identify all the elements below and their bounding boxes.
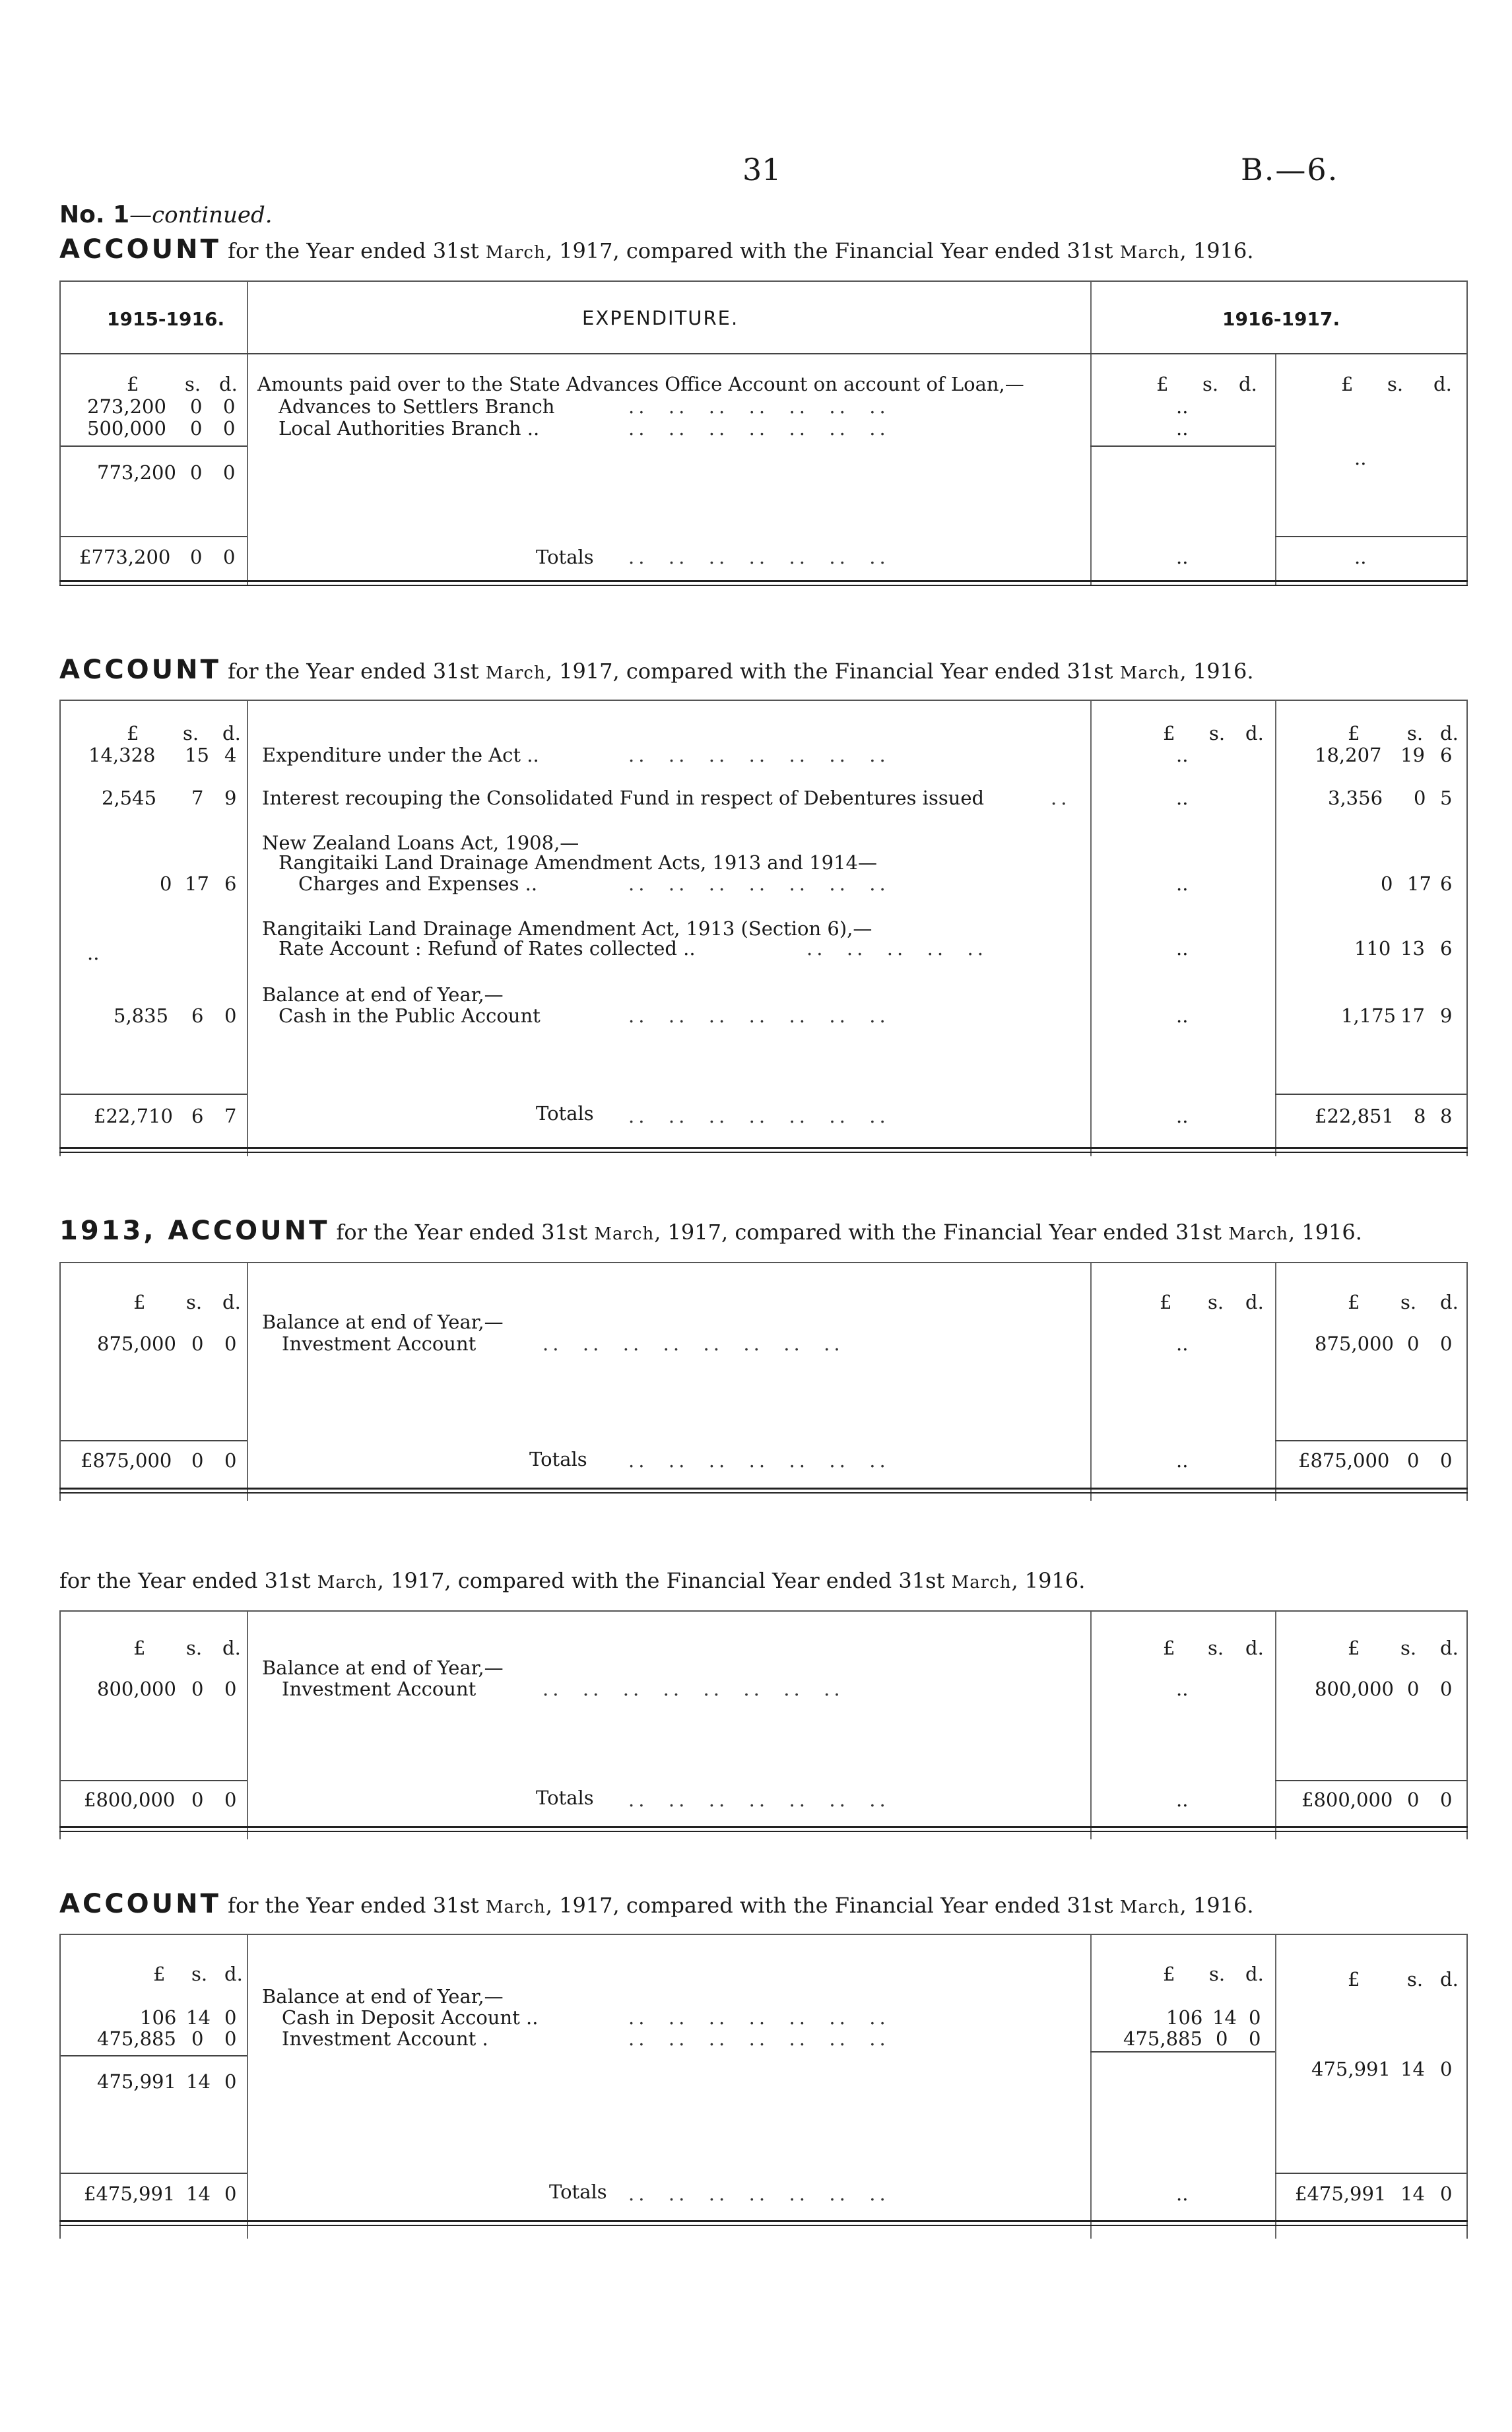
- caption-text: for the Year ended 31st: [329, 1220, 595, 1245]
- unit-shilling: s.: [1208, 1637, 1224, 1659]
- curr-mark: ..: [1176, 395, 1189, 418]
- caption-account-word: ACCOUNT: [59, 655, 221, 685]
- item-label: Balance at end of Year,—: [262, 983, 504, 1006]
- caption-text: , 1916.: [1179, 238, 1254, 263]
- leader-dots: .. .. .. .. .. .. ..: [628, 395, 890, 418]
- curr-value: 6: [1440, 937, 1453, 960]
- account-table-3: [59, 1262, 1468, 1501]
- curr-value: 475,991: [1311, 2058, 1391, 2080]
- item-label: Cash in Deposit Account ..: [282, 2006, 539, 2029]
- prev-value: 106: [140, 2006, 177, 2029]
- prev-total: 0: [224, 1789, 237, 1811]
- prev-value: 6: [224, 872, 237, 895]
- caption-month: March: [317, 1573, 378, 1593]
- prev-total: £875,000: [81, 1449, 172, 1472]
- prev-value: 0: [191, 1678, 204, 1700]
- item-label: Local Authorities Branch ..: [279, 417, 540, 440]
- curr-value: 110: [1354, 937, 1391, 960]
- curr-value: 0: [1440, 1332, 1453, 1355]
- curr-value: 17: [1407, 872, 1431, 895]
- section-suffix: —continued.: [129, 202, 273, 228]
- item-label: Cash in the Public Account: [279, 1004, 541, 1027]
- curr-total: £875,000: [1298, 1449, 1390, 1472]
- curr-value: 3,356: [1328, 787, 1383, 809]
- unit-pence: d.: [1245, 1291, 1264, 1313]
- prev-total: 0: [224, 2183, 237, 2205]
- prev-subtotal: 0: [223, 461, 236, 484]
- curr-value: 14: [1400, 2058, 1425, 2080]
- caption-text: , 1917, compared with the Financial Year ended 31st: [545, 1893, 1120, 1918]
- curr-total: 0: [1440, 1449, 1453, 1472]
- prev-total: 0: [224, 1449, 237, 1472]
- item-label: Investment Account .: [282, 2027, 488, 2050]
- item-label: Rate Account : Refund of Rates collected ..: [279, 937, 696, 960]
- unit-pence: d.: [1440, 1637, 1459, 1659]
- unit-pence: d.: [1440, 1968, 1459, 1990]
- mid-mark: ..: [1176, 872, 1189, 895]
- item-label: New Zealand Loans Act, 1908,—: [262, 832, 579, 854]
- curr-total: 0: [1440, 2183, 1453, 2205]
- prev-value: 0: [190, 417, 203, 440]
- prev-value: 14,328: [88, 744, 156, 766]
- unit-shilling: s.: [186, 1291, 203, 1313]
- caption-month: March: [594, 1224, 655, 1244]
- prev-value: 0: [191, 1332, 204, 1355]
- unit-pence: d.: [219, 373, 238, 395]
- unit-shilling: s.: [1202, 373, 1219, 395]
- curr-value: 5: [1440, 787, 1453, 809]
- unit-pound: £: [133, 1291, 146, 1313]
- prev-value: 9: [224, 787, 237, 809]
- unit-pound: £: [133, 1637, 146, 1659]
- leader-dots: ..: [1051, 787, 1071, 809]
- leader-dots: .. .. .. .. .. .. .. ..: [542, 1332, 844, 1355]
- mid-mark: ..: [1176, 1105, 1189, 1127]
- curr-mark: ..: [1354, 546, 1367, 568]
- leader-dots: .. .. .. .. .. .. ..: [628, 1105, 890, 1127]
- caption-text: , 1916.: [1179, 659, 1254, 684]
- prev-value: 0: [224, 1678, 237, 1700]
- prev-total: £800,000: [84, 1789, 176, 1811]
- caption-text: , 1917, compared with the Financial Year ended 31st: [545, 238, 1120, 263]
- curr-value: 6: [1440, 744, 1453, 766]
- leader-dots: .. .. .. .. ..: [806, 937, 987, 960]
- caption-text: for the Year ended 31st: [59, 1568, 317, 1593]
- prev-value: 273,200: [87, 395, 166, 418]
- unit-pence: d.: [1440, 1291, 1459, 1313]
- header-expenditure: EXPENDITURE.: [582, 307, 739, 329]
- caption-month: March: [485, 243, 546, 263]
- item-label: Rangitaiki Land Drainage Amendment Acts, 1913 and 1914—: [279, 851, 877, 874]
- document-reference: B.—6.: [1241, 152, 1339, 187]
- mid-mark: ..: [1176, 744, 1189, 766]
- item-label: Investment Account: [282, 1678, 477, 1700]
- mid-mark: ..: [1176, 1004, 1189, 1027]
- unit-pound: £: [127, 373, 139, 395]
- unit-pound: £: [1163, 1637, 1175, 1659]
- caption-text: , 1917, compared with the Financial Year ended 31st: [654, 1220, 1229, 1245]
- mid-mark: ..: [1176, 2183, 1189, 2205]
- unit-pence: d.: [222, 722, 241, 744]
- caption-text: , 1916.: [1011, 1568, 1086, 1593]
- curr-total: 0: [1407, 1789, 1420, 1811]
- prev-value: 5,835: [114, 1004, 169, 1027]
- mid-mark: ..: [1176, 1332, 1189, 1355]
- leader-dots: .. .. .. .. .. .. ..: [628, 2027, 890, 2050]
- caption-month: March: [1119, 663, 1180, 683]
- curr-value: 0: [1407, 1332, 1420, 1355]
- unit-pound: £: [1341, 373, 1354, 395]
- mid-mark: ..: [1176, 937, 1189, 960]
- curr-total: 8: [1414, 1105, 1426, 1127]
- prev-total: 6: [191, 1105, 204, 1127]
- curr-value: 1,175: [1341, 1004, 1397, 1027]
- account-table-5: [59, 1934, 1468, 2239]
- caption-text: for the Year ended 31st: [220, 1893, 486, 1918]
- prev-value: 0: [160, 872, 172, 895]
- unit-pound: £: [127, 722, 139, 744]
- account-table-4: [59, 1610, 1468, 1839]
- prev-subtotal: 14: [186, 2070, 211, 2093]
- caption-month: March: [1228, 1224, 1288, 1244]
- unit-shilling: s.: [183, 722, 199, 744]
- prev-subtotal: 475,991: [97, 2070, 176, 2093]
- item-label: Investment Account: [282, 1332, 477, 1355]
- unit-pence: d.: [1239, 373, 1257, 395]
- unit-shilling: s.: [185, 373, 201, 395]
- prev-value: 0: [224, 2027, 237, 2050]
- prev-value: 7: [191, 787, 204, 809]
- totals-label: Totals: [549, 2181, 607, 2203]
- leader-dots: .. .. .. .. .. .. ..: [628, 546, 890, 568]
- leader-dots: .. .. .. .. .. .. ..: [628, 1449, 890, 1472]
- mid-mark: ..: [1176, 1789, 1189, 1811]
- prev-value: 475,885: [97, 2027, 176, 2050]
- prev-total: 7: [224, 1105, 237, 1127]
- curr-value: 0: [1407, 1678, 1420, 1700]
- prev-value: 0: [191, 2027, 204, 2050]
- curr-total: 0: [1440, 1789, 1453, 1811]
- item-label: Advances to Settlers Branch: [279, 395, 555, 418]
- caption-text: , 1917, compared with the Financial Year ended 31st: [545, 659, 1120, 684]
- leader-dots: .. .. .. .. .. .. ..: [628, 417, 890, 440]
- mid-value: 0: [1249, 2006, 1261, 2029]
- unit-shilling: s.: [1208, 1291, 1224, 1313]
- prev-value: 0: [224, 2006, 237, 2029]
- unit-pound: £: [1160, 1291, 1172, 1313]
- caption-month: March: [1119, 1897, 1180, 1917]
- curr-mark: ..: [1354, 447, 1367, 469]
- prev-value: 0: [224, 1004, 237, 1027]
- totals-label: Totals: [536, 1787, 594, 1809]
- curr-value: 0: [1440, 2058, 1453, 2080]
- unit-shilling: s.: [1407, 1968, 1424, 1990]
- item-label: Balance at end of Year,—: [262, 1985, 504, 2008]
- page-number: 31: [742, 152, 781, 187]
- caption-text: for the Year ended 31st: [220, 238, 486, 263]
- leader-dots: .. .. .. .. .. .. ..: [628, 1789, 890, 1811]
- prev-total: £773,200: [79, 546, 171, 568]
- curr-total: 0: [1407, 1449, 1420, 1472]
- prev-value: 4: [224, 744, 237, 766]
- mid-value: 475,885: [1123, 2027, 1202, 2050]
- caption-account-word: ACCOUNT: [59, 234, 221, 265]
- prev-value: 0: [223, 417, 236, 440]
- unit-shilling: s.: [1387, 373, 1404, 395]
- prev-value: ..: [87, 942, 100, 964]
- curr-value: 875,000: [1315, 1332, 1394, 1355]
- account-table-2: [59, 700, 1468, 1156]
- caption-1: [59, 234, 1254, 265]
- item-label: Amounts paid over to the State Advances Office Account on account of Loan,—: [257, 373, 1024, 395]
- curr-value: 17: [1400, 1004, 1425, 1027]
- caption-text: , 1917, compared with the Financial Year ended 31st: [377, 1568, 952, 1593]
- leader-dots: .. .. .. .. .. .. ..: [628, 1004, 890, 1027]
- curr-value: 6: [1440, 872, 1453, 895]
- account-table-1: [59, 280, 1468, 585]
- prev-subtotal: 773,200: [97, 461, 176, 484]
- mid-value: 106: [1166, 2006, 1203, 2029]
- leader-dots: .. .. .. .. .. .. ..: [628, 872, 890, 895]
- prev-total: 0: [191, 1449, 204, 1472]
- unit-pound: £: [1156, 373, 1169, 395]
- prev-total: 14: [186, 2183, 211, 2205]
- caption-3: [59, 1216, 1362, 1246]
- caption-account-word: ACCOUNT: [59, 1889, 221, 1919]
- item-label: Rangitaiki Land Drainage Amendment Act, 1913 (Section 6),—: [262, 917, 872, 940]
- leader-dots: .. .. .. .. .. .. .. ..: [542, 1678, 844, 1700]
- prev-value: 0: [223, 395, 236, 418]
- mid-value: 0: [1249, 2027, 1261, 2050]
- leader-dots: .. .. .. .. .. .. ..: [628, 2183, 890, 2205]
- curr-value: 800,000: [1315, 1678, 1394, 1700]
- prev-value: 2,545: [102, 787, 157, 809]
- unit-pound: £: [153, 1963, 166, 1985]
- caption-prefix: 1913,: [59, 1216, 168, 1246]
- unit-pence: d.: [1440, 722, 1459, 744]
- mid-mark: ..: [1176, 1449, 1189, 1472]
- leader-dots: .. .. .. .. .. .. ..: [628, 744, 890, 766]
- caption-month: March: [1119, 243, 1180, 263]
- unit-shilling: s.: [1400, 1291, 1417, 1313]
- caption-text: , 1916.: [1288, 1220, 1362, 1245]
- unit-pence: d.: [1245, 1637, 1264, 1659]
- curr-value: 18,207: [1315, 744, 1382, 766]
- prev-total: 0: [191, 1789, 204, 1811]
- unit-pence: d.: [222, 1291, 241, 1313]
- prev-total: 0: [190, 546, 203, 568]
- unit-shilling: s.: [1209, 722, 1226, 744]
- totals-label: Totals: [529, 1448, 587, 1470]
- mid-value: 14: [1212, 2006, 1237, 2029]
- section-label: [59, 201, 273, 228]
- prev-value: 500,000: [87, 417, 166, 440]
- unit-pence: d.: [224, 1963, 243, 1985]
- unit-pence: d.: [1433, 373, 1452, 395]
- prev-subtotal: 0: [224, 2070, 237, 2093]
- curr-value: 19: [1400, 744, 1425, 766]
- totals-label: Totals: [536, 546, 594, 568]
- totals-label: Totals: [536, 1102, 594, 1125]
- unit-pence: d.: [1245, 1963, 1264, 1985]
- curr-value: 13: [1400, 937, 1425, 960]
- unit-pound: £: [1163, 722, 1175, 744]
- caption-5: [59, 1889, 1254, 1919]
- curr-total: £475,991: [1295, 2183, 1387, 2205]
- item-label: Balance at end of Year,—: [262, 1657, 504, 1679]
- section-number: No. 1: [59, 201, 130, 228]
- header-prev-year: 1915-1916.: [107, 308, 225, 330]
- curr-value: 0: [1440, 1678, 1453, 1700]
- unit-shilling: s.: [191, 1963, 208, 1985]
- prev-value: 0: [224, 1332, 237, 1355]
- prev-value: 6: [191, 1004, 204, 1027]
- curr-value: 0: [1381, 872, 1393, 895]
- item-label: Balance at end of Year,—: [262, 1311, 504, 1333]
- curr-value: 0: [1414, 787, 1426, 809]
- caption-month: March: [951, 1573, 1012, 1593]
- leader-dots: .. .. .. .. .. .. ..: [628, 2006, 890, 2029]
- mid-mark: ..: [1176, 1678, 1189, 1700]
- unit-pence: d.: [222, 1637, 241, 1659]
- unit-pound: £: [1348, 1637, 1360, 1659]
- unit-shilling: s.: [1209, 1963, 1226, 1985]
- mid-value: 0: [1216, 2027, 1228, 2050]
- caption-2: [59, 655, 1254, 685]
- caption-month: March: [485, 1897, 546, 1917]
- prev-total: 0: [223, 546, 236, 568]
- header-curr-year: 1916-1917.: [1222, 308, 1340, 330]
- unit-shilling: s.: [186, 1637, 203, 1659]
- prev-total: £475,991: [84, 2183, 176, 2205]
- prev-subtotal: 0: [190, 461, 203, 484]
- curr-value: 9: [1440, 1004, 1453, 1027]
- caption-account-word: ACCOUNT: [168, 1216, 330, 1246]
- prev-value: 15: [185, 744, 209, 766]
- prev-value: 800,000: [97, 1678, 176, 1700]
- curr-mark: ..: [1176, 417, 1189, 440]
- unit-shilling: s.: [1400, 1637, 1417, 1659]
- unit-pence: d.: [1245, 722, 1264, 744]
- unit-shilling: s.: [1407, 722, 1424, 744]
- curr-mark: ..: [1176, 546, 1189, 568]
- prev-total: £22,710: [94, 1105, 173, 1127]
- item-label: Interest recouping the Consolidated Fund in respect of Debentures issued: [262, 787, 985, 809]
- curr-total: £800,000: [1301, 1789, 1393, 1811]
- curr-total: 14: [1400, 2183, 1425, 2205]
- unit-pound: £: [1163, 1963, 1175, 1985]
- caption-4: [59, 1568, 1085, 1593]
- caption-text: , 1916.: [1179, 1893, 1254, 1918]
- unit-pound: £: [1348, 1291, 1360, 1313]
- unit-pound: £: [1348, 1968, 1360, 1990]
- prev-value: 17: [185, 872, 209, 895]
- prev-value: 14: [186, 2006, 211, 2029]
- item-label: Expenditure under the Act ..: [262, 744, 539, 766]
- prev-value: 875,000: [97, 1332, 176, 1355]
- caption-month: March: [485, 663, 546, 683]
- item-label: Charges and Expenses ..: [298, 872, 538, 895]
- unit-pound: £: [1348, 722, 1360, 744]
- mid-mark: ..: [1176, 787, 1189, 809]
- caption-text: for the Year ended 31st: [220, 659, 486, 684]
- curr-total: £22,851: [1315, 1105, 1394, 1127]
- curr-total: 8: [1440, 1105, 1453, 1127]
- prev-value: 0: [190, 395, 203, 418]
